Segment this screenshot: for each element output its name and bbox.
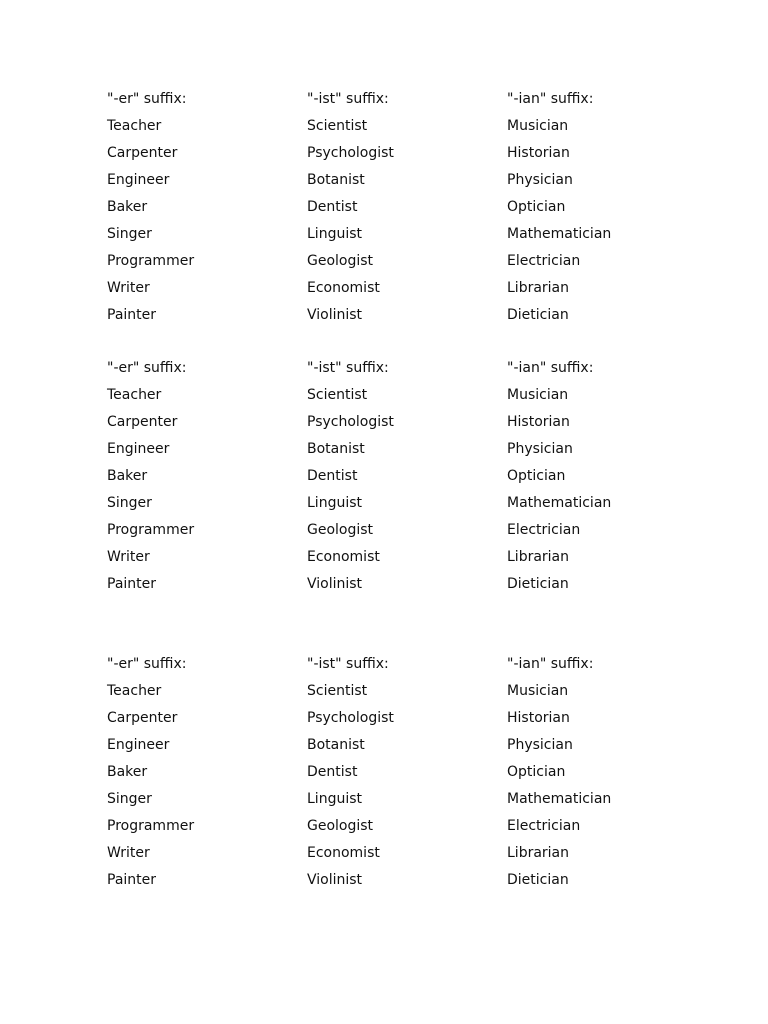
er-suffix-column xyxy=(107,358,307,601)
ist-suffix-column xyxy=(307,89,507,332)
list-item: Botanist xyxy=(307,441,365,457)
list-item: Writer xyxy=(107,845,150,861)
list-item: Violinist xyxy=(307,307,363,323)
list-item: Dentist xyxy=(307,199,358,215)
list-item: Mathematician xyxy=(507,791,612,807)
list-item: Optician xyxy=(507,764,566,780)
ist-suffix-column xyxy=(307,654,507,897)
list-item: Programmer xyxy=(107,522,195,538)
ian-suffix-column xyxy=(507,654,707,897)
list-item: Scientist xyxy=(307,118,368,134)
list-item: Writer xyxy=(107,280,150,296)
list-item: Electrician xyxy=(507,818,581,834)
list-item: Dietician xyxy=(507,576,569,592)
column-header: "-ian" suffix: xyxy=(507,656,594,672)
column-header: "-ist" suffix: xyxy=(307,656,389,672)
list-item: Programmer xyxy=(107,818,195,834)
list-item: Geologist xyxy=(307,818,374,834)
list-item: Electrician xyxy=(507,253,581,269)
list-item: Singer xyxy=(107,226,152,242)
list-item: Economist xyxy=(307,845,380,861)
list-item: Violinist xyxy=(307,576,363,592)
list-item: Economist xyxy=(307,280,380,296)
list-item: Carpenter xyxy=(107,710,178,726)
suffix-table-3 xyxy=(107,654,707,897)
list-item: Baker xyxy=(107,764,148,780)
list-item: Mathematician xyxy=(507,495,612,511)
er-suffix-column xyxy=(107,89,307,332)
list-item: Writer xyxy=(107,549,150,565)
list-item: Teacher xyxy=(107,118,162,134)
list-item: Musician xyxy=(507,387,569,403)
list-item: Engineer xyxy=(107,737,170,753)
list-item: Linguist xyxy=(307,495,362,511)
list-item: Economist xyxy=(307,549,380,565)
suffix-table-2 xyxy=(107,358,707,601)
list-item: Librarian xyxy=(507,845,570,861)
list-item: Engineer xyxy=(107,172,170,188)
list-item: Optician xyxy=(507,199,566,215)
list-item: Dietician xyxy=(507,872,569,888)
column-header: "-ian" suffix: xyxy=(507,360,594,376)
list-item: Scientist xyxy=(307,683,368,699)
column-header: "-ist" suffix: xyxy=(307,360,389,376)
list-item: Linguist xyxy=(307,791,362,807)
list-item: Botanist xyxy=(307,737,365,753)
list-item: Dentist xyxy=(307,764,358,780)
list-item: Programmer xyxy=(107,253,195,269)
list-item: Singer xyxy=(107,495,152,511)
list-item: Geologist xyxy=(307,522,374,538)
list-item: Musician xyxy=(507,118,569,134)
list-item: Teacher xyxy=(107,683,162,699)
list-item: Painter xyxy=(107,576,157,592)
list-item: Teacher xyxy=(107,387,162,403)
column-header: "-er" suffix: xyxy=(107,360,187,376)
list-item: Painter xyxy=(107,307,157,323)
column-header: "-er" suffix: xyxy=(107,91,187,107)
list-item: Geologist xyxy=(307,253,374,269)
list-item: Dietician xyxy=(507,307,569,323)
list-item: Linguist xyxy=(307,226,362,242)
list-item: Electrician xyxy=(507,522,581,538)
list-item: Historian xyxy=(507,414,570,430)
list-item: Psychologist xyxy=(307,145,394,161)
ist-suffix-column xyxy=(307,358,507,601)
list-item: Baker xyxy=(107,468,148,484)
column-header: "-ist" suffix: xyxy=(307,91,389,107)
list-item: Baker xyxy=(107,199,148,215)
list-item: Physician xyxy=(507,441,573,457)
list-item: Librarian xyxy=(507,280,570,296)
list-item: Violinist xyxy=(307,872,363,888)
list-item: Painter xyxy=(107,872,157,888)
list-item: Carpenter xyxy=(107,145,178,161)
list-item: Engineer xyxy=(107,441,170,457)
list-item: Singer xyxy=(107,791,152,807)
list-item: Librarian xyxy=(507,549,570,565)
ian-suffix-column xyxy=(507,89,707,332)
list-item: Mathematician xyxy=(507,226,612,242)
list-item: Historian xyxy=(507,145,570,161)
list-item: Scientist xyxy=(307,387,368,403)
list-item: Carpenter xyxy=(107,414,178,430)
list-item: Psychologist xyxy=(307,710,394,726)
column-header: "-ian" suffix: xyxy=(507,91,594,107)
list-item: Psychologist xyxy=(307,414,394,430)
column-header: "-er" suffix: xyxy=(107,656,187,672)
list-item: Physician xyxy=(507,737,573,753)
er-suffix-column xyxy=(107,654,307,897)
suffix-table-1 xyxy=(107,89,707,332)
ian-suffix-column xyxy=(507,358,707,601)
list-item: Historian xyxy=(507,710,570,726)
list-item: Physician xyxy=(507,172,573,188)
list-item: Optician xyxy=(507,468,566,484)
list-item: Botanist xyxy=(307,172,365,188)
list-item: Dentist xyxy=(307,468,358,484)
list-item: Musician xyxy=(507,683,569,699)
